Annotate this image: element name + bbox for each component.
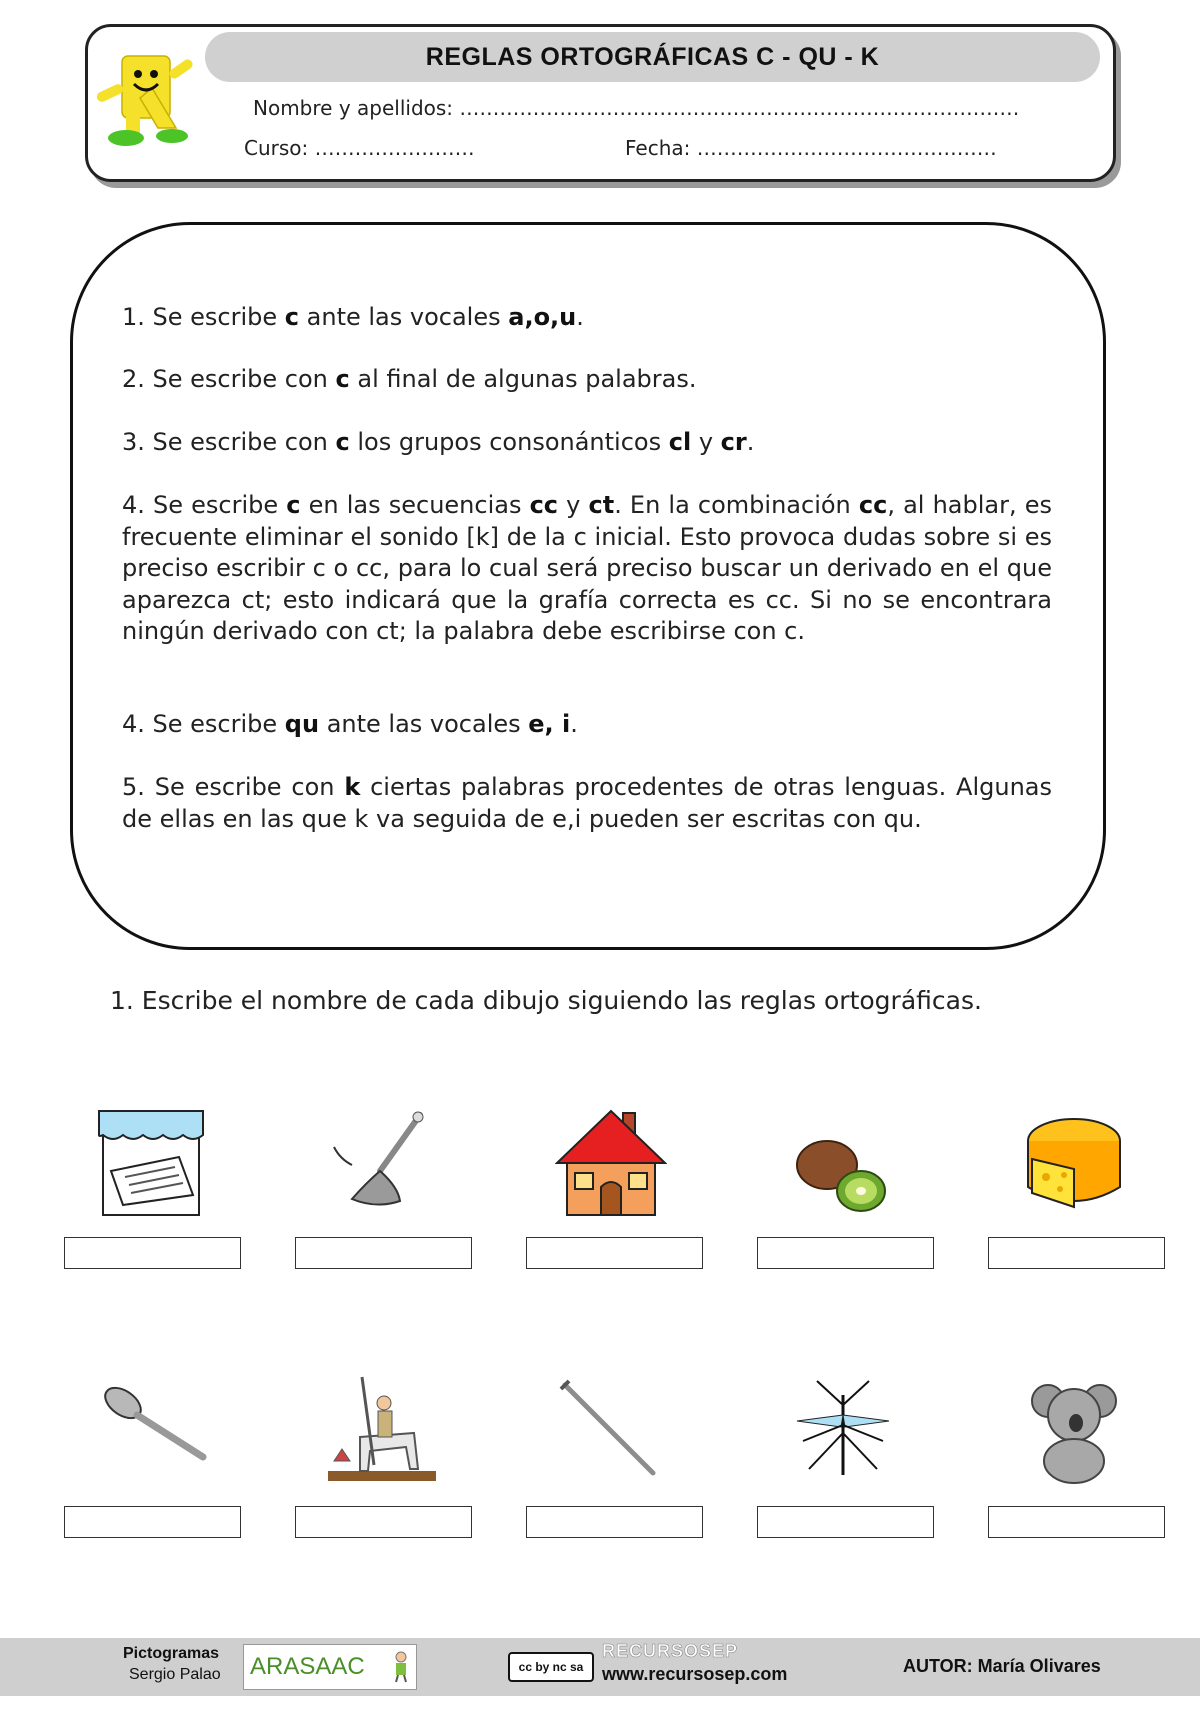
name-field[interactable]: [253, 96, 1053, 120]
name-label: Nombre y apellidos:: [253, 96, 454, 120]
title-bar: [205, 32, 1100, 82]
author-credit: AUTOR: María Olivares: [903, 1656, 1101, 1676]
answer-box-2[interactable]: [295, 1237, 472, 1269]
rule-text: Se escribe con: [154, 773, 345, 801]
rule-highlight: cc: [858, 491, 888, 519]
rule-highlight: c: [335, 428, 350, 456]
rule-text: ante las vocales: [299, 303, 509, 331]
kiosk-icon: [95, 1107, 207, 1219]
answer-box-3[interactable]: [526, 1237, 703, 1269]
rule-text: Se escribe: [152, 303, 285, 331]
letter-r-mascot-icon: [92, 50, 197, 150]
rule-text: Se escribe con: [152, 365, 336, 393]
rule-number: 3.: [122, 428, 153, 456]
recursosep-logo: RECURSOSEP: [602, 1641, 739, 1661]
rule-highlight: c: [284, 303, 300, 331]
rule-1: [122, 302, 1052, 334]
hoe-icon: [326, 1107, 438, 1219]
rule-highlight: k: [344, 773, 361, 801]
rule-highlight: e, i: [528, 710, 571, 738]
mosquito-icon: [787, 1375, 899, 1487]
rule-number: 5.: [122, 773, 155, 801]
kiwi-icon: [787, 1107, 899, 1219]
nail-icon: [555, 1375, 667, 1487]
website-link[interactable]: www.recursosep.com: [602, 1664, 788, 1684]
name-dots: …………………………………………………………………………: [459, 96, 1020, 120]
answer-box-6[interactable]: [64, 1506, 241, 1538]
answer-box-8[interactable]: [526, 1506, 703, 1538]
rule-highlight: qu: [284, 710, 320, 738]
answer-box-5[interactable]: [988, 1237, 1165, 1269]
rule-text: ante las vocales: [319, 710, 529, 738]
rule-text: y: [691, 428, 721, 456]
rule-highlight: c: [286, 491, 301, 519]
answer-box-4[interactable]: [757, 1237, 934, 1269]
rule-5: [122, 772, 1052, 835]
date-label: Fecha:: [625, 136, 691, 160]
arasaac-logo: ARASAAC: [243, 1644, 417, 1690]
rule-4b: [122, 709, 1052, 741]
rule-text: .: [746, 428, 755, 456]
cheese-icon: [1018, 1107, 1130, 1219]
course-label: Curso:: [244, 136, 309, 160]
rule-number: 4.: [122, 491, 154, 519]
course-field[interactable]: [244, 136, 514, 160]
rule-3: [122, 427, 1052, 459]
rule-text: Se escribe: [153, 491, 287, 519]
rule-4: [122, 490, 1052, 648]
rule-highlight: cc: [529, 491, 559, 519]
rule-text: los grupos consonánticos: [349, 428, 669, 456]
rule-text: al final de algunas palabras.: [349, 365, 697, 393]
rule-text: Se escribe con: [152, 428, 336, 456]
answer-box-7[interactable]: [295, 1506, 472, 1538]
child-figure-icon: [390, 1651, 412, 1683]
rule-text: .: [570, 710, 578, 738]
rule-text: , al hablar, es frecuente eliminar el sonido [k] de la c inicial. Esto provoca dudas sobre si es preciso escribir c o cc, para lo cual será preciso buscar un derivado en el que aparezca ct; esto indicará que la grafía correcta es cc. Si no se encontrara ningún derivado con ct; la palabra debe escribirse con c.: [122, 491, 1053, 645]
answer-box-10[interactable]: [988, 1506, 1165, 1538]
rule-highlight: cr: [720, 428, 747, 456]
pictograms-label: Pictogramas: [123, 1645, 220, 1662]
spoon-icon: [95, 1375, 207, 1487]
house-icon: [555, 1107, 667, 1219]
rule-number: 2.: [122, 365, 153, 393]
license-badge-text: cc by nc sa: [518, 1660, 584, 1674]
rule-highlight: c: [335, 365, 350, 393]
answer-box-9[interactable]: [757, 1506, 934, 1538]
quixote-icon: [326, 1373, 438, 1485]
rule-text: . En la combinación: [614, 491, 859, 519]
course-dots: ……………………: [314, 136, 475, 160]
page-title: REGLAS ORTOGRÁFICAS C - QU - K: [425, 42, 880, 71]
date-field[interactable]: [625, 136, 1065, 160]
cc-license-icon: [508, 1652, 594, 1682]
exercise-title: 1. Escribe el nombre de cada dibujo siguiendo las reglas ortográficas.: [110, 986, 982, 1015]
koala-icon: [1018, 1375, 1130, 1487]
rule-text: en las secuencias: [300, 491, 530, 519]
rule-number: 4.: [122, 710, 153, 738]
picto-author: Sergio Palao: [129, 1666, 221, 1683]
rule-2: [122, 364, 1052, 396]
rule-number: 1.: [122, 303, 153, 331]
answer-box-1[interactable]: [64, 1237, 241, 1269]
rule-text: Se escribe: [152, 710, 285, 738]
rule-text: y: [558, 491, 589, 519]
rule-highlight: ct: [588, 491, 615, 519]
date-dots: ………………………………………: [696, 136, 997, 160]
rule-highlight: cl: [668, 428, 692, 456]
rule-text: ciertas palabras procedentes de otras lenguas. Algunas de ellas en las que k va seguida de e,i pueden ser escritas con qu.: [122, 773, 1052, 833]
rule-text: .: [576, 303, 584, 331]
rule-highlight: a,o,u: [508, 303, 577, 331]
